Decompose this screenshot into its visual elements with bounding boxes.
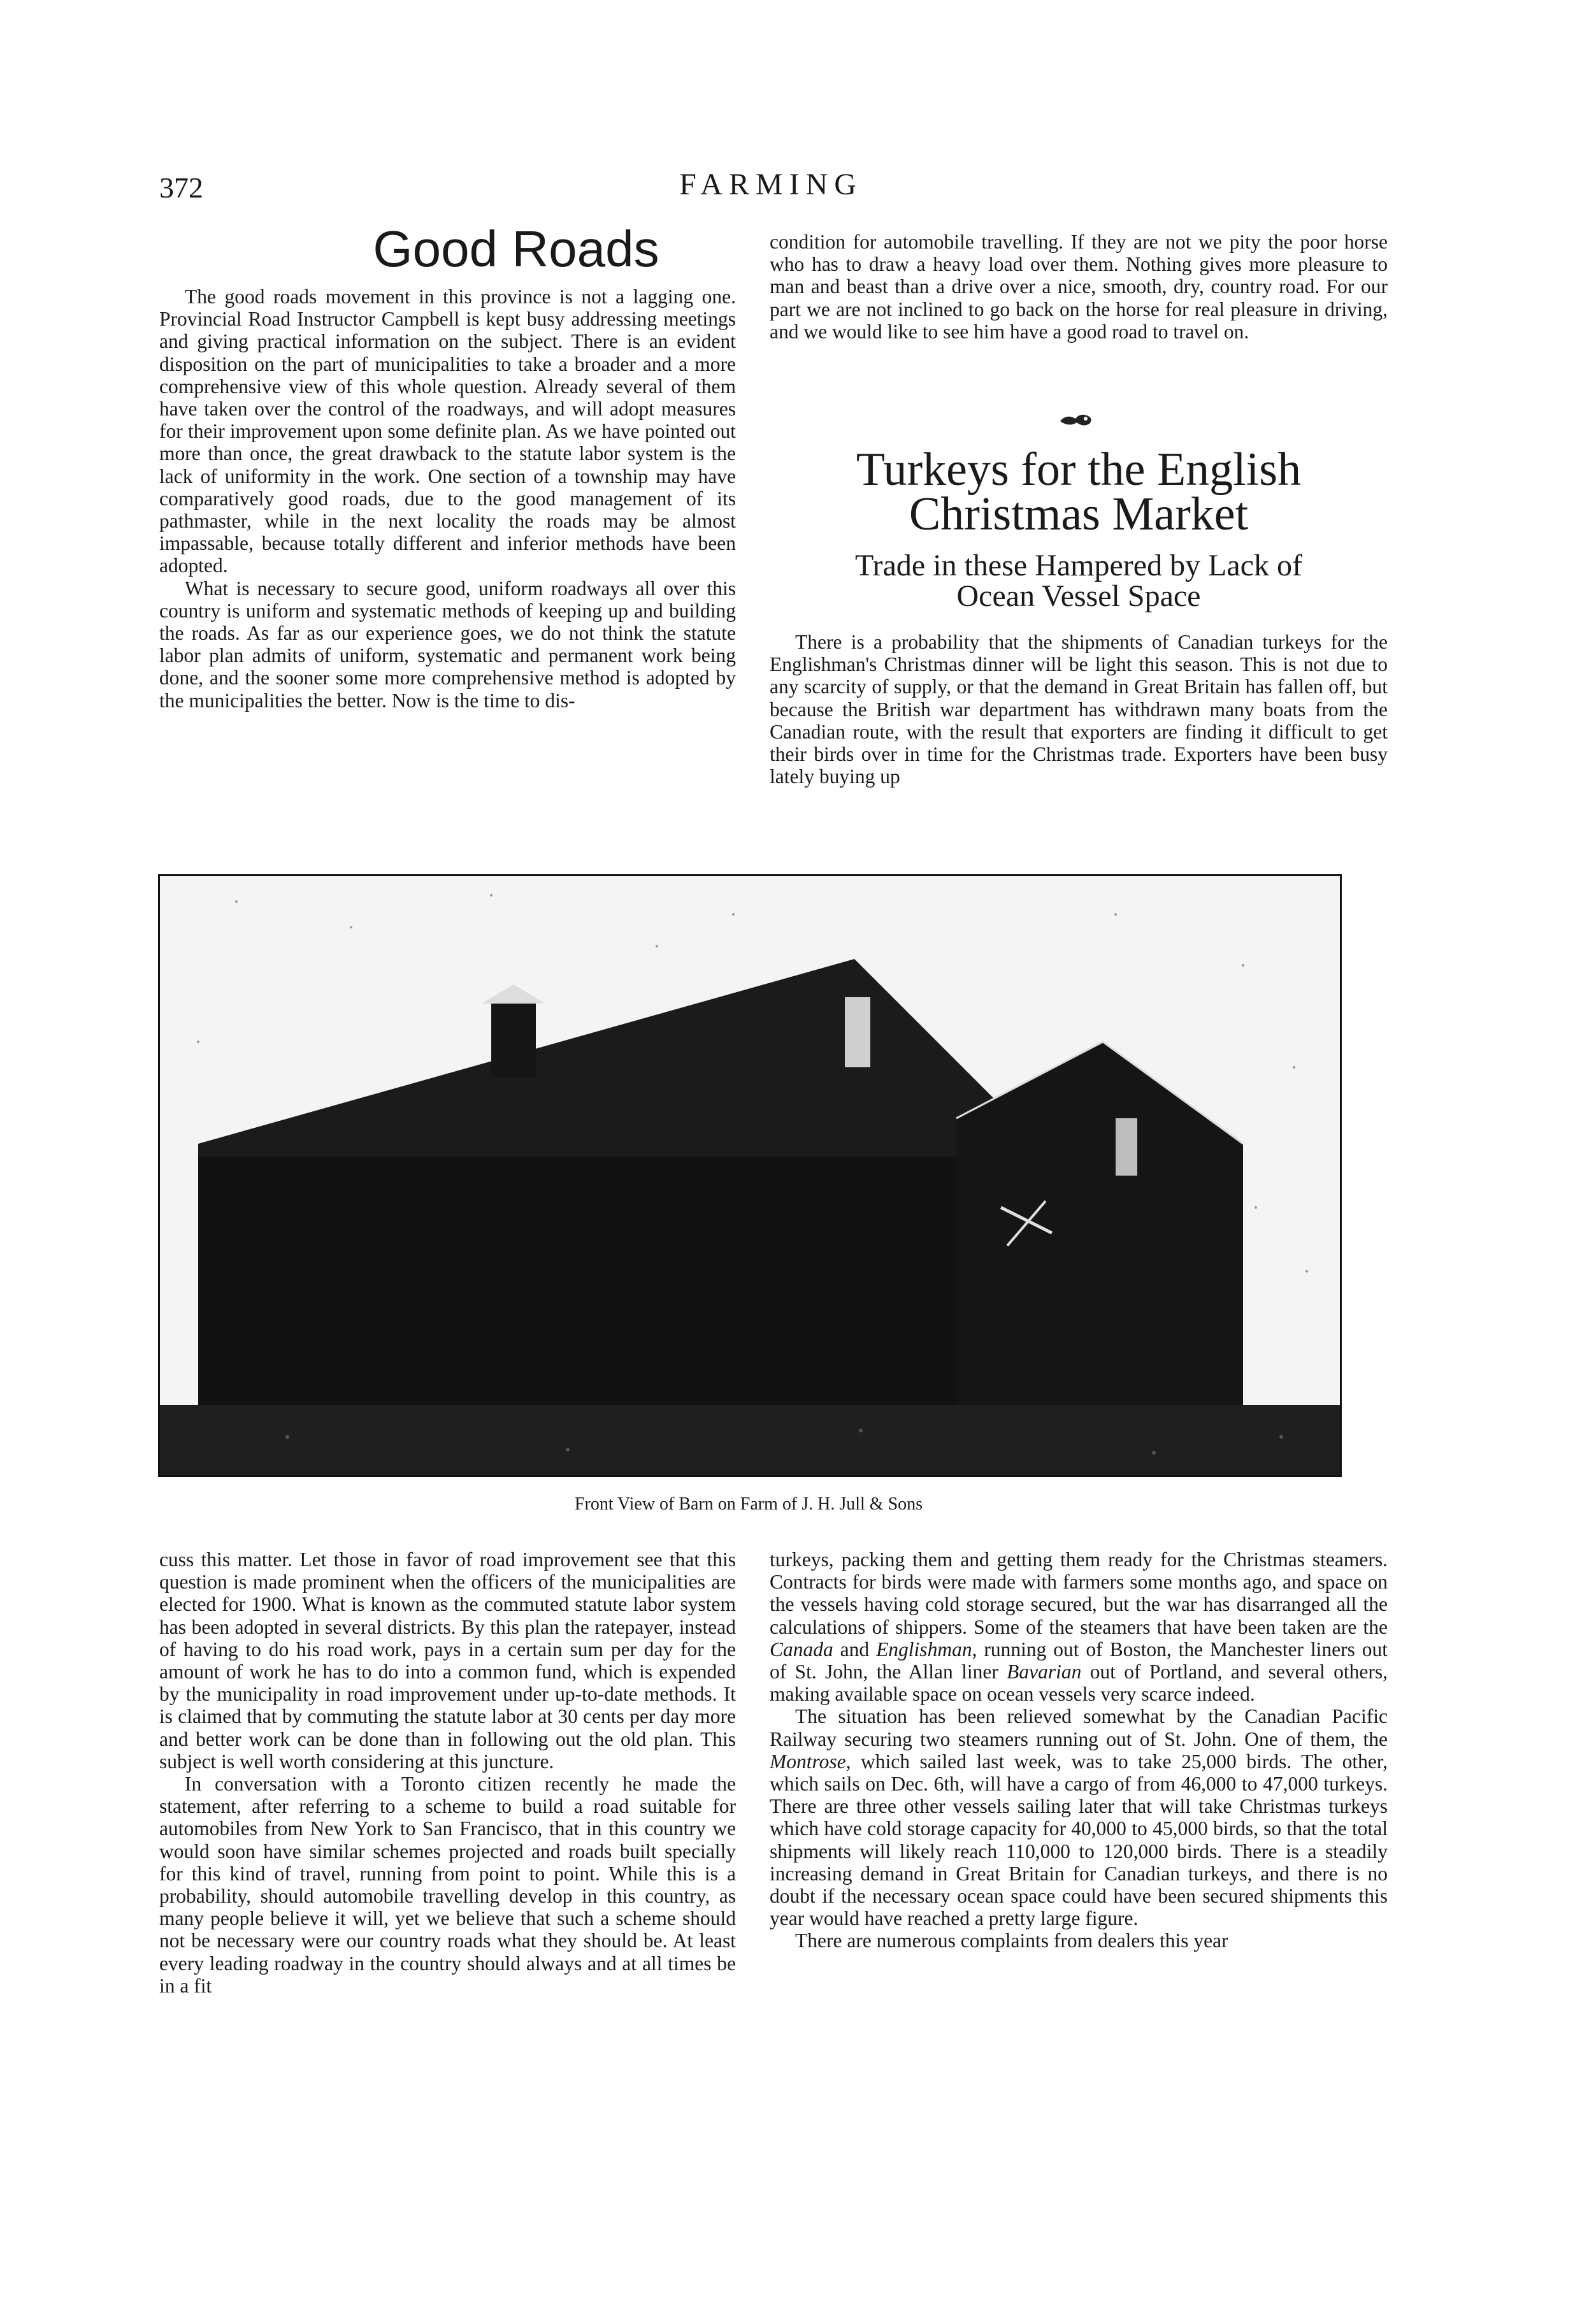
text-run: and	[833, 1638, 877, 1661]
good-roads-continuation	[770, 231, 1388, 343]
turkeys-heading-line: Christmas Market	[909, 488, 1249, 540]
turkeys-paragraph	[770, 1705, 1388, 1929]
turkeys-subheading-line: Trade in these Hampered by Lack of	[855, 549, 1302, 582]
turkeys-heading-line: Turkeys for the English	[856, 443, 1302, 496]
text-run: turkeys, packing them and getting them ready for the Christmas steamers. Contracts for birds were made with farmers some months ago, and space on the vessels having cold storage secured, but the war has disarranged all the calculations of shippers. Some of the steamers that have been taken are the	[770, 1548, 1388, 1638]
good-roads-paragraph: What is necessary to secure good, uniform roadways all over this country is uniform and systematic methods of keeping up and building the roads. As far as our experience goes, we do not think the statute labor plan admits of uniform, systematic and permanent work being done, and the sooner some more comprehensive method is adopted by the municipalities the better. Now is the time to dis-	[159, 577, 736, 712]
page-number: 372	[159, 171, 203, 204]
good-roads-paragraph: In conversation with a Toronto citizen recently he made the statement, after referring to a scheme to build a road suitable for automobiles from New York to San Francisco, that in this country we would soon have similar schemes projected and roads built specially for this kind of travel, running from point to point. While this is a probability, should automobile travelling develop in this country, as many people believe it will, yet we believe that such a scheme should not be necessary were our country roads what they should be. At least every leading roadway in the country should always and at all times be in a fit	[159, 1773, 736, 1997]
ship-name: Englishman	[876, 1638, 972, 1661]
photo-caption: Front View of Barn on Farm of J. H. Jull & Sons	[574, 1494, 923, 1514]
good-roads-heading: Good Roads	[373, 220, 659, 277]
running-title: FARMING	[679, 168, 863, 201]
turkeys-subheading	[770, 551, 1388, 612]
good-roads-column-top	[159, 285, 736, 712]
turkeys-heading	[770, 443, 1388, 540]
good-roads-paragraph: The good roads movement in this province is not a lagging one. Provincial Road Instructor Campbell is kept busy addressing meetings and giving practical information on the subject. There is an evident disposition on the part of municipalities to take a broader and a more comprehensive view of this whole question. Already several of them have taken over the control of the roadways, and will adopt measures for their improvement upon some definite plan. As we have pointed out more than once, the great drawback to the statute labor system is the lack of uniformity in the work. One section of a township may have comparatively good roads, due to the good management of its pathmaster, while in the next locality the roads may be almost impassable, because totally different and inferior methods have been adopted.	[159, 285, 736, 577]
text-run: , which sailed last week, was to take 25,000 birds. The other, which sails on Dec. 6th, will have a cargo of from 46,000 to 47,000 turkeys. There are three other vessels sailing later that will take Christmas turkeys which have cold storage capacity for 40,000 to 45,000 birds, so that the total shipments will likely reach 110,000 to 120,000 birds. There is a steadily increasing demand in Great Britain for Canadian turkeys, and there is no doubt if the necessary ocean space could have been secured shipments this year would have reached a pretty large figure.	[770, 1750, 1388, 1930]
text-run: , running out of Boston, the Manchester liners out of St. John, the Allan liner	[770, 1638, 1388, 1683]
good-roads-column-bottom	[159, 1548, 736, 1997]
ship-name: Montrose	[770, 1750, 846, 1773]
turkeys-paragraph	[770, 1548, 1388, 1705]
good-roads-paragraph: cuss this matter. Let those in favor of road improvement see that this question is made prominent when the officers of the municipalities are elected for 1900. What is known as the commuted statute labor system has been adopted in several districts. By this plan the ratepayer, instead of having to do his road work, pays in a certain sum per day for the amount of work he has to do into a common fund, which is expended by the municipality in road improvement under up-to-date methods. It is claimed that by commuting the statute labor at 30 cents per day more and better work can be done than in following out the old plan. This subject is well worth considering at this juncture.	[159, 1548, 736, 1773]
text-run: The situation has been relieved somewhat by the Canadian Pacific Railway securing two steamers running out of St. John. One of them, the	[770, 1705, 1388, 1750]
text-run: out of Portland, and several others, making available space on ocean vessels very scarce indeed.	[770, 1661, 1388, 1706]
barn-photograph	[158, 874, 1342, 1477]
ship-name: Bavarian	[1007, 1661, 1082, 1683]
hand-ornament-icon	[1058, 405, 1096, 435]
ship-name: Canada	[770, 1638, 833, 1661]
turkeys-column-bottom	[770, 1548, 1388, 1952]
good-roads-paragraph: condition for automobile travelling. If they are not we pity the poor horse who has to draw a heavy load over them. Nothing gives more pleasure to man and beast than a drive over a nice, smooth, dry, country road. For our part we are not inclined to go back on the horse for real pleasure in driving, and we would like to see him have a good road to travel on.	[770, 231, 1388, 343]
turkeys-paragraph: There are numerous complaints from dealers this year	[795, 1929, 1228, 1952]
turkeys-column-top	[770, 631, 1388, 788]
turkeys-paragraph: There is a probability that the shipments of Canadian turkeys for the Englishman's Christmas dinner will be light this season. This is not due to any scarcity of supply, or that the demand in Great Britain has fallen off, but because the British war department has withdrawn many boats from the Canadian route, with the result that exporters are finding it difficult to get their birds over in time for the Christmas trade. Exporters have been busy lately buying up	[770, 631, 1388, 788]
turkeys-subheading-line: Ocean Vessel Space	[956, 579, 1201, 613]
